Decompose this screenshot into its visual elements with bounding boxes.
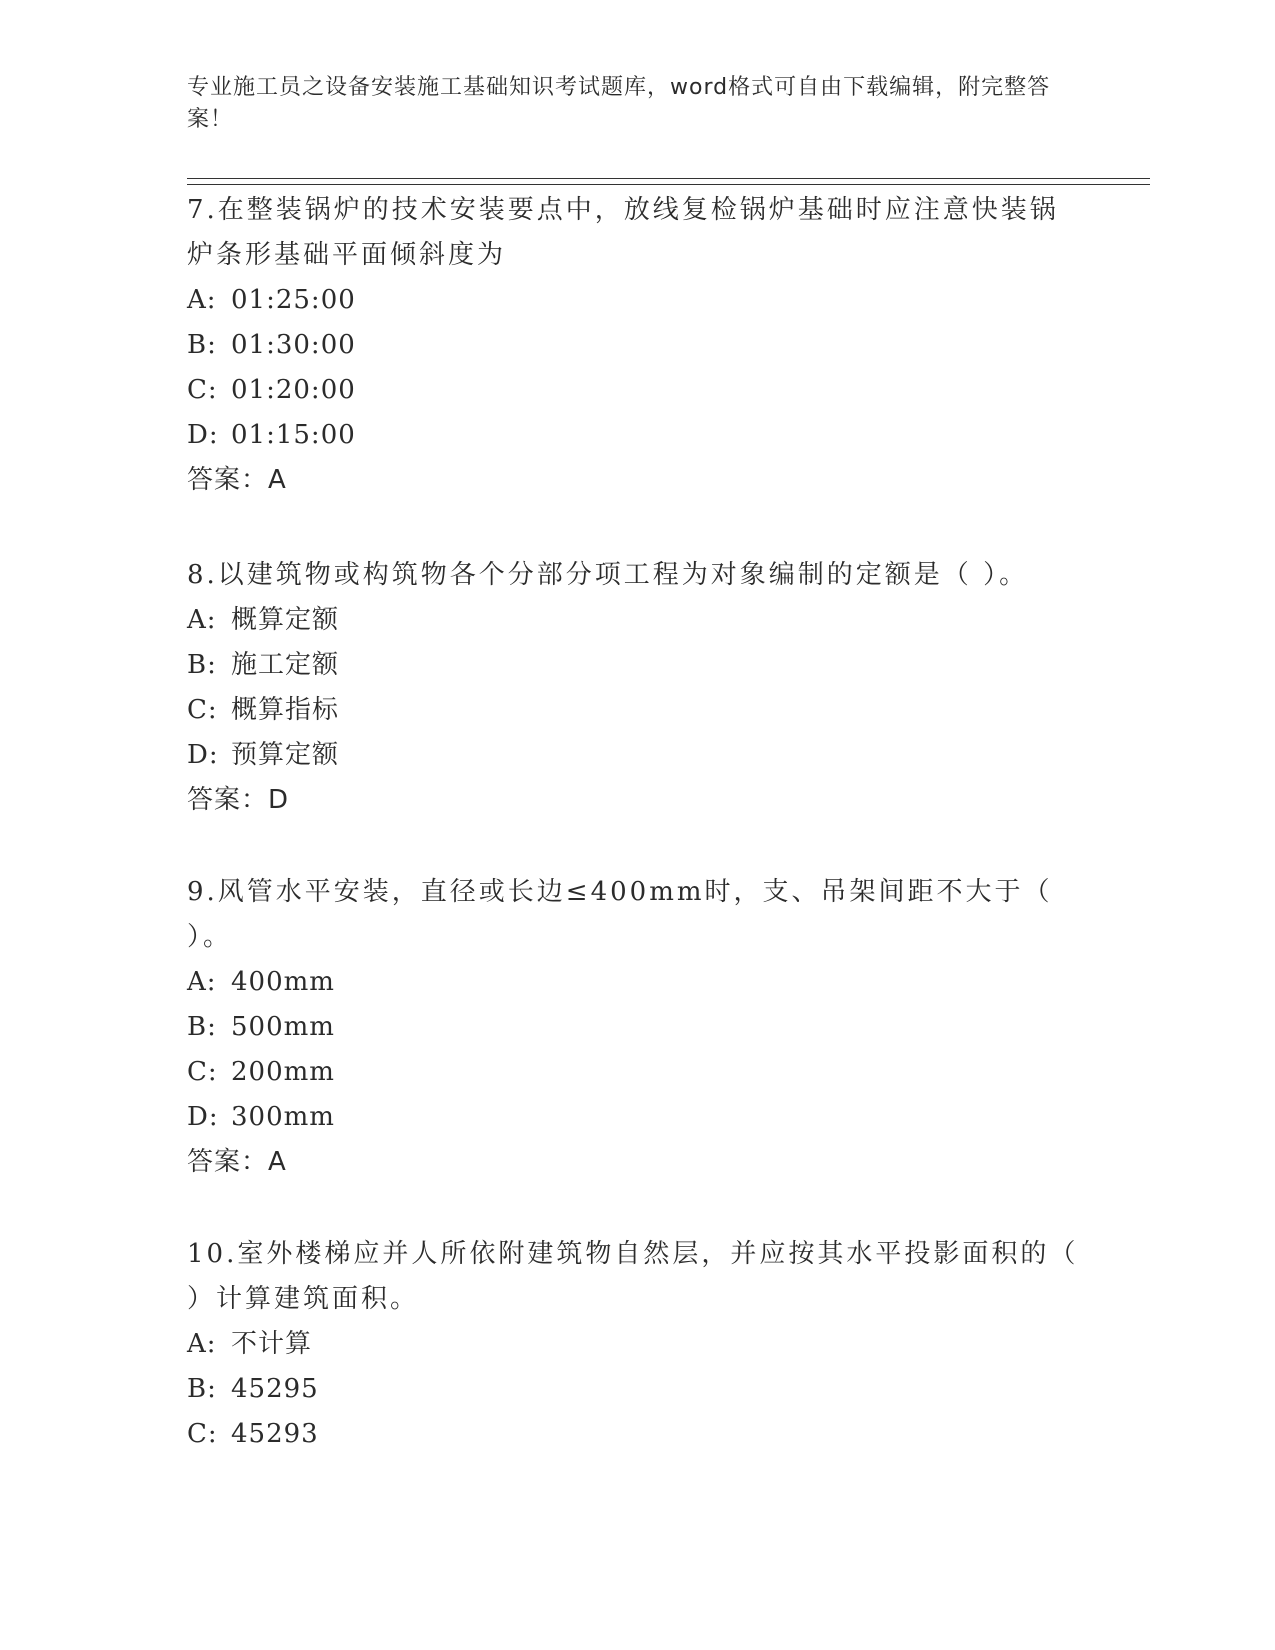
- option-letter: B:: [187, 1374, 217, 1404]
- answer: 答案：D: [187, 785, 290, 815]
- question-stem: 8.以建筑物或构筑物各个分部分项工程为对象编制的定额是（ ）。: [187, 560, 1029, 590]
- option-a: [187, 960, 1087, 1005]
- option-letter: D:: [187, 420, 219, 450]
- option-d: [187, 1095, 1087, 1140]
- option-text: 400mm: [231, 967, 335, 997]
- option-letter: C:: [187, 1057, 218, 1087]
- option-letter: D:: [187, 1102, 219, 1132]
- option-text: 01:30:00: [231, 330, 356, 360]
- option-b: [187, 643, 1087, 688]
- option-letter: B:: [187, 1012, 217, 1042]
- option-b: [187, 1005, 1087, 1050]
- option-letter: C:: [187, 1419, 218, 1449]
- option-d: [187, 413, 1087, 458]
- option-text: 概算指标: [231, 695, 340, 725]
- option-letter: C:: [187, 375, 218, 405]
- question-stem: 10.室外楼梯应并人所依附建筑物自然层，并应按其水平投影面积的（ ）计算建筑面积。: [187, 1239, 1079, 1314]
- option-letter: A:: [187, 1329, 217, 1359]
- answer: 答案：A: [187, 465, 287, 495]
- option-text: 45293: [231, 1419, 319, 1449]
- option-letter: B:: [187, 330, 217, 360]
- option-text: 01:25:00: [231, 285, 356, 315]
- question-10: [187, 1232, 1087, 1457]
- option-text: 施工定额: [231, 650, 340, 680]
- option-letter: B:: [187, 650, 217, 680]
- header-divider-bottom: [187, 184, 1150, 185]
- document-header: 专业施工员之设备安装施工基础知识考试题库，word格式可自由下载编辑，附完整答案！: [187, 75, 1051, 132]
- option-text: 预算定额: [231, 740, 340, 770]
- option-c: [187, 368, 1087, 413]
- option-text: 01:15:00: [231, 420, 356, 450]
- question-7: [187, 188, 1087, 503]
- option-text: 不计算: [231, 1329, 313, 1359]
- option-b: [187, 323, 1087, 368]
- option-text: 500mm: [231, 1012, 335, 1042]
- answer: 答案：A: [187, 1147, 287, 1177]
- option-text: 45295: [231, 1374, 319, 1404]
- question-9: [187, 870, 1087, 1185]
- option-letter: D:: [187, 740, 219, 770]
- option-a: [187, 598, 1087, 643]
- option-a: [187, 278, 1087, 323]
- option-letter: A:: [187, 285, 217, 315]
- header-divider-top: [187, 178, 1150, 179]
- question-stem: 7.在整装锅炉的技术安装要点中，放线复检锅炉基础时应注意快装锅炉条形基础平面倾斜度为: [187, 195, 1059, 270]
- option-letter: C:: [187, 695, 218, 725]
- option-letter: A:: [187, 605, 217, 635]
- option-c: [187, 1412, 1087, 1457]
- option-d: [187, 733, 1087, 778]
- option-text: 200mm: [231, 1057, 335, 1087]
- option-a: [187, 1322, 1087, 1367]
- option-b: [187, 1367, 1087, 1412]
- option-text: 01:20:00: [231, 375, 356, 405]
- option-c: [187, 1050, 1087, 1095]
- option-text: 300mm: [231, 1102, 335, 1132]
- option-letter: A:: [187, 967, 217, 997]
- question-8: [187, 553, 1087, 823]
- option-c: [187, 688, 1087, 733]
- option-text: 概算定额: [231, 605, 340, 635]
- question-stem: 9.风管水平安装，直径或长边≤400mm时，支、吊架间距不大于（ ）。: [187, 877, 1053, 952]
